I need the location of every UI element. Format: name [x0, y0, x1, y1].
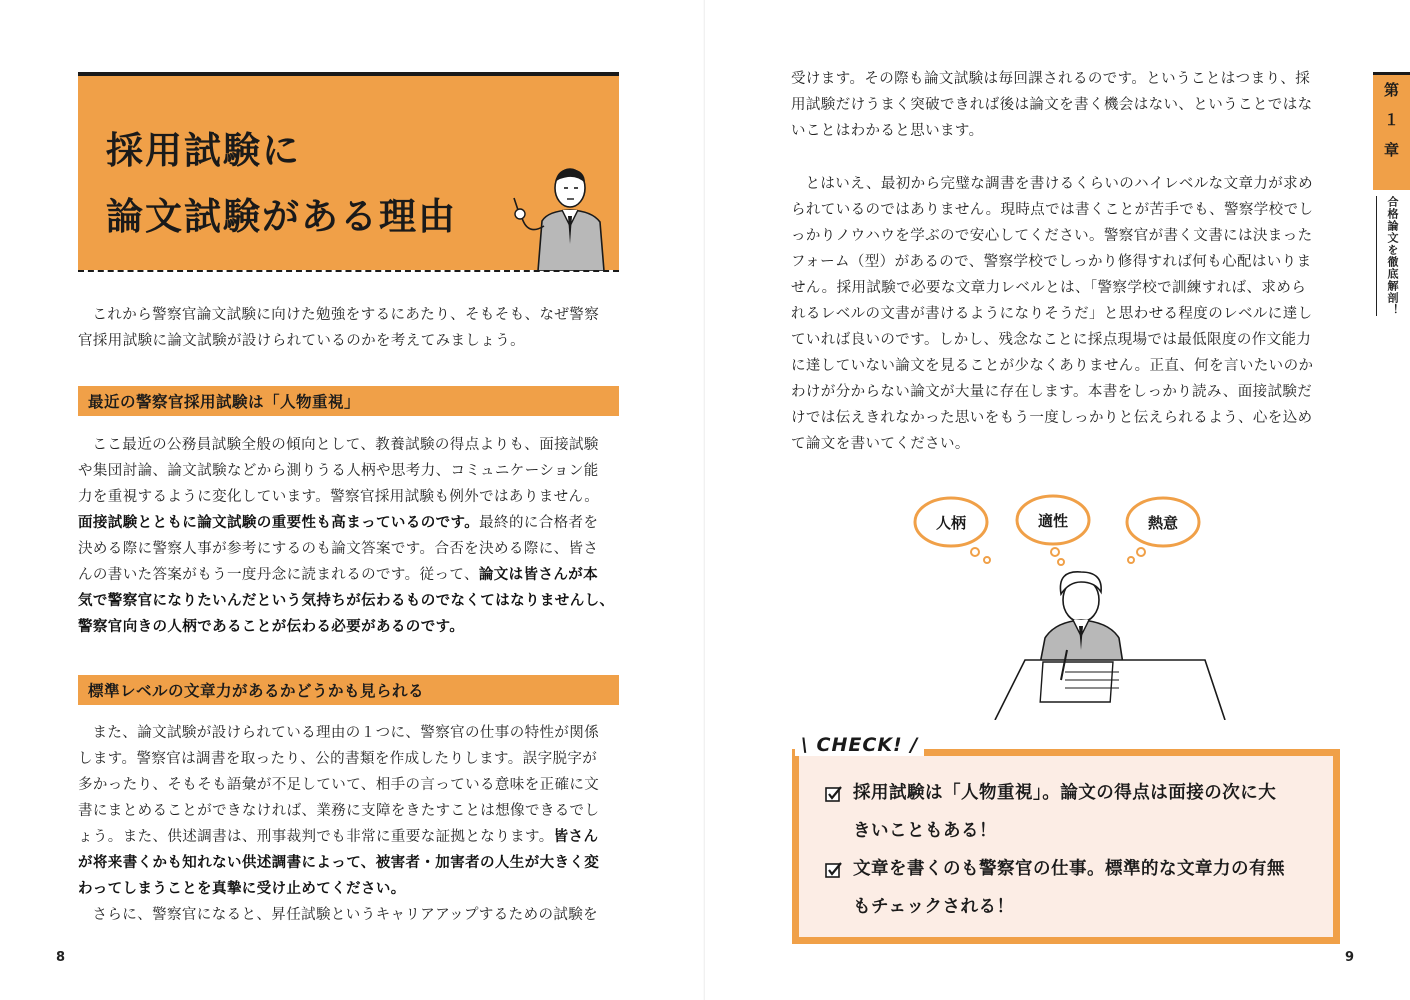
- title-banner: [78, 72, 619, 270]
- right-page: [705, 0, 1410, 1000]
- section-heading-1: 最近の警察官採用試験は「人物重視」: [78, 386, 619, 416]
- section2-body: [78, 720, 623, 928]
- right-para-1: [791, 66, 1336, 144]
- r2-line-9: わけが分からない論文が大量に存在します。本書をしっかり読み、面接試験だ: [791, 384, 1313, 400]
- presenter-illustration: [508, 166, 618, 271]
- s2-line-1: また、論文試験が設けられている理由の１つに、警察官の仕事の特性が関係: [92, 725, 600, 741]
- s1-bold-4: 警察官向きの人柄であることが伝わる必要があるのです。: [78, 619, 465, 635]
- s1-line-2: や集団討論、論文試験などから測りうる人柄や思考力、コミュニケーション能: [78, 463, 599, 479]
- section1-body: [78, 432, 623, 640]
- s1-line-4: [78, 510, 623, 536]
- s2-line-4: 書にまとめることができなければ、業務に支障をきたすことは想像できるでし: [78, 803, 600, 819]
- r1-line-2: 用試験だけうまく突破できれば後は論文を書く機会はない、ということではな: [791, 97, 1313, 113]
- intro-line-2: 官採用試験に論文試験が設けられているのかを考えてみましょう。: [78, 333, 525, 349]
- r2-line-1: とはいえ、最初から完璧な調書を書けるくらいのハイレベルな文章力が求め: [805, 176, 1313, 192]
- s1-line-5: 決める際に警察人事が参考にするのも論文答案です。合否を決める際に、皆さ: [78, 541, 599, 557]
- thought-bubble-2: [1017, 496, 1089, 565]
- intro-paragraph: [78, 302, 623, 354]
- s2-line-2: します。警察官は調書を取ったり、公的書類を作成したりします。誤字脱字が: [78, 751, 598, 767]
- chapter-side-title: 合格論文を徹底解剖！: [1376, 196, 1406, 316]
- check-box: [792, 749, 1340, 944]
- bubble-label-3: 熱意: [1147, 514, 1179, 532]
- chapter-tab-char-3: 章: [1383, 141, 1399, 159]
- chapter-tab: [1373, 72, 1410, 190]
- s1-bold-2: 論文は皆さんが本: [478, 567, 599, 583]
- r2-line-8: に達していない論文を見ることが少なくありません。正直、何を言いたいのか: [791, 358, 1314, 374]
- chapter-tab-char-1: 第: [1383, 81, 1399, 99]
- s1-line-4-tail: 最終的に合格者を: [479, 515, 599, 531]
- s1-line-6-head: んの書いた答案がもう一度丹念に読まれるのです。従って、: [78, 567, 479, 583]
- r1-line-1: 受けます。その際も論文試験は毎回課されるのです。ということはつまり、採: [791, 71, 1311, 87]
- s2-line-5: [78, 824, 623, 850]
- bubble-label-2: 適性: [1037, 512, 1069, 530]
- checkbox-icon: [825, 776, 853, 803]
- r2-line-3: っかりノウハウを学ぶので安心してください。警察官が書く文書には決まった: [791, 228, 1313, 244]
- check-item-2: [825, 850, 1313, 926]
- right-para-2: [791, 171, 1336, 457]
- check-title: \ CHECK! /: [795, 734, 924, 756]
- thought-bubble-3: [1127, 498, 1199, 563]
- title-line-2: 論文試験がある理由: [106, 195, 457, 238]
- bubble-label-1: 人柄: [935, 514, 967, 532]
- check-item-1-line-1: 採用試験は「人物重視」。論文の得点は面接の次に大: [853, 783, 1277, 803]
- checkbox-icon: [825, 852, 853, 879]
- r2-line-6: れるレベルの文書が書けるようになりそうだ」と思わせる程度のレベルに達し: [791, 306, 1313, 322]
- r2-line-2: られているのではありません。現時点では書くことが苦手でも、警察学校でし: [791, 202, 1314, 218]
- s1-bold-1: 面接試験とともに論文試験の重要性も高まっているのです。: [78, 515, 480, 531]
- check-item-1-line-2: きいこともある！: [853, 821, 997, 841]
- s1-bold-3: 気で警察官になりたいんだという気持ちが伝わるものでなくてはなりませんし、: [78, 593, 615, 609]
- r1-line-3: いことはわかると思います。: [791, 123, 984, 139]
- s2-bold-3: わってしまうことを真摯に受け止めてください。: [78, 881, 406, 897]
- page-number-left: 8: [56, 950, 66, 965]
- r2-line-7: ていれば良いのです。しかし、残念なことに採点現場では最低限度の作文能力: [791, 332, 1312, 348]
- writing-person-illustration: [905, 490, 1235, 720]
- s1-line-6: [78, 562, 623, 588]
- r2-line-10: けでは伝えきれなかった思いをもう一度しっかりと伝えられるよう、心を込め: [791, 410, 1313, 426]
- check-item-1: [825, 774, 1313, 850]
- s2-line-9: さらに、警察官になると、昇任試験というキャリアアップするための試験を: [92, 907, 599, 923]
- r2-line-5: せん。採用試験で必要な文章力レベルとは、「警察学校で訓練すれば、求めら: [791, 280, 1307, 296]
- dashed-divider: [78, 270, 619, 272]
- intro-line-1: これから警察官論文試験に向けた勉強をするにあたり、そもそも、なぜ警察: [92, 307, 600, 323]
- s2-bold-2: が将来書くかも知れない供述調書によって、被害者・加害者の人生が大きく変: [78, 855, 600, 871]
- s2-line-3: 多かったり、そもそも語彙が不足していて、相手の言っている意味を正確に文: [78, 777, 600, 793]
- chapter-tab-char-2: １: [1383, 111, 1399, 129]
- s2-line-5-head: ょう。また、供述調書は、刑事裁判でも非常に重要な証拠となります。: [78, 829, 554, 845]
- section-heading-2: 標準レベルの文章力があるかどうかも見られる: [78, 675, 619, 705]
- s1-line-1: ここ最近の公務員試験全般の傾向として、教養試験の得点よりも、面接試験: [92, 437, 599, 453]
- title-line-1: 採用試験に: [106, 129, 301, 172]
- check-item-2-line-2: もチェックされる！: [853, 897, 1015, 917]
- r2-line-4: フォーム（型）があるので、警察学校でしっかり修得すれば何も心配はいりま: [791, 254, 1312, 270]
- r2-line-11: て論文を書いてください。: [791, 436, 970, 452]
- s1-line-3: 力を重視するように変化しています。警察官採用試験も例外ではありません。: [78, 489, 600, 505]
- s2-bold-1: 皆さん: [553, 829, 599, 845]
- page-number-right: 9: [1345, 950, 1355, 965]
- check-item-2-line-1: 文章を書くのも警察官の仕事。標準的な文章力の有無: [853, 859, 1285, 879]
- thought-bubble-1: [915, 498, 990, 563]
